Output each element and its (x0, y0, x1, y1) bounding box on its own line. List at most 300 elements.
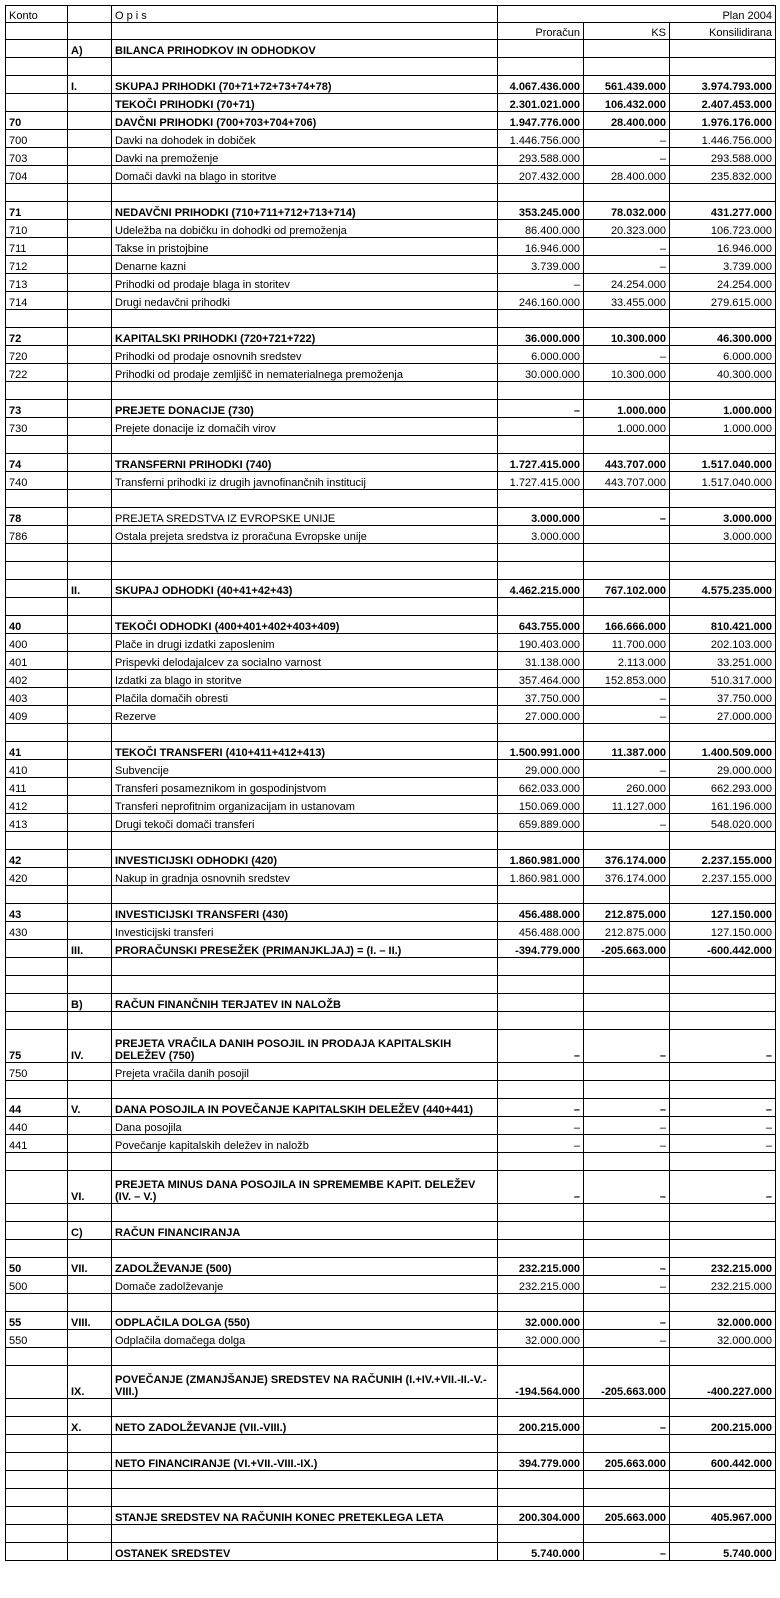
konto-cell: 71 (6, 202, 68, 220)
konsolidirana-cell (670, 58, 776, 76)
table-row (6, 58, 776, 76)
table-row (6, 1543, 776, 1561)
description-cell: KAPITALSKI PRIHODKI (720+721+722) (112, 328, 498, 346)
proracun-cell: – (498, 1030, 584, 1063)
section-mark-cell (68, 130, 112, 148)
table-row (6, 940, 776, 958)
konsolidirana-cell: 127.150.000 (670, 904, 776, 922)
konsolidirana-cell (670, 832, 776, 850)
section-mark-cell (68, 58, 112, 76)
header-plan: Plan 2004 (498, 6, 776, 23)
description-cell: PREJETA SREDSTVA IZ EVROPSKE UNIJE (112, 508, 498, 526)
proracun-cell: 4.067.436.000 (498, 76, 584, 94)
table-row (6, 1417, 776, 1435)
ks-cell: -205.663.000 (584, 940, 670, 958)
ks-cell (584, 1081, 670, 1099)
table-row (6, 220, 776, 238)
konsolidirana-cell: 24.254.000 (670, 274, 776, 292)
proracun-cell: 3.000.000 (498, 508, 584, 526)
description-cell (112, 886, 498, 904)
ks-cell: – (584, 1312, 670, 1330)
table-row (6, 1063, 776, 1081)
konsolidirana-cell (670, 724, 776, 742)
section-mark-cell (68, 490, 112, 508)
ks-cell (584, 1435, 670, 1453)
konsolidirana-cell (670, 886, 776, 904)
description-cell: Investicijski transferi (112, 922, 498, 940)
proracun-cell (498, 1348, 584, 1366)
konto-cell: 730 (6, 418, 68, 436)
table-row (6, 454, 776, 472)
proracun-cell: 37.750.000 (498, 688, 584, 706)
description-cell: BILANCA PRIHODKOV IN ODHODKOV (112, 40, 498, 58)
proracun-cell: -394.779.000 (498, 940, 584, 958)
ks-cell: 11.700.000 (584, 634, 670, 652)
ks-cell (584, 562, 670, 580)
konto-cell (6, 562, 68, 580)
konsolidirana-cell (670, 958, 776, 976)
section-mark-cell (68, 148, 112, 166)
ks-cell: 2.113.000 (584, 652, 670, 670)
header-empty (68, 23, 112, 40)
table-row (6, 886, 776, 904)
konsolidirana-cell (670, 1489, 776, 1507)
description-cell: RAČUN FINANČNIH TERJATEV IN NALOŽB (112, 994, 498, 1012)
description-cell (112, 490, 498, 508)
section-mark-cell (68, 1294, 112, 1312)
ks-cell: 11.387.000 (584, 742, 670, 760)
table-row (6, 616, 776, 634)
proracun-cell: 662.033.000 (498, 778, 584, 796)
ks-cell: 1.000.000 (584, 418, 670, 436)
proracun-cell: 353.245.000 (498, 202, 584, 220)
section-mark-cell (68, 922, 112, 940)
table-row (6, 652, 776, 670)
ks-cell (584, 976, 670, 994)
proracun-cell: 246.160.000 (498, 292, 584, 310)
konsolidirana-cell: 662.293.000 (670, 778, 776, 796)
konsolidirana-cell: 40.300.000 (670, 364, 776, 382)
proracun-cell: 6.000.000 (498, 346, 584, 364)
konsolidirana-cell: – (670, 1099, 776, 1117)
ks-cell (584, 526, 670, 544)
konto-cell: 430 (6, 922, 68, 940)
section-mark-cell (68, 778, 112, 796)
proracun-cell: – (498, 400, 584, 418)
section-mark-cell (68, 724, 112, 742)
section-mark-cell (68, 184, 112, 202)
proracun-cell (498, 1081, 584, 1099)
description-cell: SKUPAJ ODHODKI (40+41+42+43) (112, 580, 498, 598)
konto-cell: 420 (6, 868, 68, 886)
description-cell: Domače zadolževanje (112, 1276, 498, 1294)
table-row (6, 166, 776, 184)
konto-cell (6, 598, 68, 616)
ks-cell (584, 544, 670, 562)
proracun-cell (498, 1525, 584, 1543)
ks-cell: – (584, 130, 670, 148)
description-cell: Transferi neprofitnim organizacijam in ustanovam (112, 796, 498, 814)
description-cell: Nakup in gradnja osnovnih sredstev (112, 868, 498, 886)
proracun-cell: 32.000.000 (498, 1330, 584, 1348)
proracun-cell: 16.946.000 (498, 238, 584, 256)
description-cell (112, 1489, 498, 1507)
konsolidirana-cell: 32.000.000 (670, 1330, 776, 1348)
konsolidirana-cell: 431.277.000 (670, 202, 776, 220)
ks-cell: 10.300.000 (584, 364, 670, 382)
konsolidirana-cell: – (670, 1117, 776, 1135)
header-proracun: Proračun (498, 23, 584, 40)
header-opis: O p i s (112, 6, 498, 23)
description-cell: Povečanje kapitalskih deležev in naložb (112, 1135, 498, 1153)
proracun-cell: 190.403.000 (498, 634, 584, 652)
ks-cell (584, 1471, 670, 1489)
description-cell (112, 1081, 498, 1099)
konsolidirana-cell: 2.237.155.000 (670, 850, 776, 868)
description-cell: TEKOČI PRIHODKI (70+71) (112, 94, 498, 112)
section-mark-cell (68, 688, 112, 706)
konto-cell: 713 (6, 274, 68, 292)
proracun-cell (498, 1063, 584, 1081)
section-mark-cell (68, 1330, 112, 1348)
proracun-cell: 3.000.000 (498, 526, 584, 544)
section-mark-cell (68, 1399, 112, 1417)
ks-cell (584, 958, 670, 976)
table-row (6, 868, 776, 886)
konsolidirana-cell: 548.020.000 (670, 814, 776, 832)
ks-cell: – (584, 760, 670, 778)
table-row (6, 328, 776, 346)
proracun-cell: 2.301.021.000 (498, 94, 584, 112)
konsolidirana-cell (670, 1153, 776, 1171)
section-mark-cell (68, 1453, 112, 1471)
table-row (6, 634, 776, 652)
konsolidirana-cell: 27.000.000 (670, 706, 776, 724)
proracun-cell: 3.739.000 (498, 256, 584, 274)
konsolidirana-cell: 127.150.000 (670, 922, 776, 940)
proracun-cell: 36.000.000 (498, 328, 584, 346)
ks-cell (584, 724, 670, 742)
proracun-cell (498, 1294, 584, 1312)
description-cell: Davki na dohodek in dobiček (112, 130, 498, 148)
table-row (6, 256, 776, 274)
table-row (6, 1135, 776, 1153)
konto-cell: 409 (6, 706, 68, 724)
proracun-cell (498, 544, 584, 562)
konsolidirana-cell: 16.946.000 (670, 238, 776, 256)
konsolidirana-cell (670, 1081, 776, 1099)
table-row (6, 526, 776, 544)
konsolidirana-cell: 2.237.155.000 (670, 868, 776, 886)
section-mark-cell (68, 562, 112, 580)
ks-cell: 443.707.000 (584, 472, 670, 490)
konto-cell (6, 544, 68, 562)
konsolidirana-cell (670, 310, 776, 328)
konto-cell (6, 958, 68, 976)
proracun-cell (498, 436, 584, 454)
ks-cell: – (584, 238, 670, 256)
description-cell (112, 382, 498, 400)
description-cell: DAVČNI PRIHODKI (700+703+704+706) (112, 112, 498, 130)
table-row (6, 130, 776, 148)
ks-cell (584, 1294, 670, 1312)
section-mark-cell (68, 814, 112, 832)
konsolidirana-cell: 106.723.000 (670, 220, 776, 238)
section-mark-cell (68, 796, 112, 814)
konsolidirana-cell: -400.227.000 (670, 1366, 776, 1399)
konsolidirana-cell (670, 1063, 776, 1081)
konto-cell (6, 886, 68, 904)
table-row (6, 814, 776, 832)
konsolidirana-cell: 1.400.509.000 (670, 742, 776, 760)
proracun-cell (498, 1012, 584, 1030)
ks-cell (584, 1489, 670, 1507)
description-cell (112, 310, 498, 328)
konto-cell (6, 1081, 68, 1099)
description-cell (112, 184, 498, 202)
ks-cell: 24.254.000 (584, 274, 670, 292)
table-row (6, 94, 776, 112)
table-row (6, 724, 776, 742)
ks-cell: -205.663.000 (584, 1366, 670, 1399)
section-mark-cell (68, 220, 112, 238)
konsolidirana-cell: 33.251.000 (670, 652, 776, 670)
konsolidirana-cell: 510.317.000 (670, 670, 776, 688)
ks-cell: 166.666.000 (584, 616, 670, 634)
konsolidirana-cell (670, 184, 776, 202)
table-row (6, 76, 776, 94)
table-row (6, 1099, 776, 1117)
konto-cell (6, 940, 68, 958)
konto-cell: 401 (6, 652, 68, 670)
description-cell (112, 1153, 498, 1171)
proracun-cell (498, 58, 584, 76)
konto-cell (6, 1153, 68, 1171)
konsolidirana-cell: 32.000.000 (670, 1312, 776, 1330)
description-cell (112, 1240, 498, 1258)
konsolidirana-cell: 1.976.176.000 (670, 112, 776, 130)
proracun-cell: 27.000.000 (498, 706, 584, 724)
ks-cell (584, 40, 670, 58)
ks-cell: 106.432.000 (584, 94, 670, 112)
section-mark-cell: VI. (68, 1171, 112, 1204)
table-row (6, 670, 776, 688)
proracun-cell: 32.000.000 (498, 1312, 584, 1330)
section-mark-cell (68, 634, 112, 652)
table-row (6, 1366, 776, 1399)
section-mark-cell (68, 1063, 112, 1081)
table-row (6, 1222, 776, 1240)
proracun-cell: -194.564.000 (498, 1366, 584, 1399)
section-mark-cell (68, 1153, 112, 1171)
table-row (6, 1471, 776, 1489)
section-mark-cell (68, 382, 112, 400)
section-mark-cell (68, 1204, 112, 1222)
section-mark-cell (68, 904, 112, 922)
table-row (6, 1030, 776, 1063)
description-cell: Prihodki od prodaje osnovnih sredstev (112, 346, 498, 364)
budget-table (5, 5, 776, 1561)
table-row (6, 1240, 776, 1258)
proracun-cell (498, 976, 584, 994)
konto-cell (6, 1525, 68, 1543)
table-row (6, 544, 776, 562)
table-row (6, 1081, 776, 1099)
section-mark-cell (68, 598, 112, 616)
description-cell: ODPLAČILA DOLGA (550) (112, 1312, 498, 1330)
konto-cell: 74 (6, 454, 68, 472)
proracun-cell (498, 184, 584, 202)
konto-cell: 703 (6, 148, 68, 166)
table-row (6, 238, 776, 256)
table-row (6, 976, 776, 994)
section-mark-cell (68, 1489, 112, 1507)
description-cell (112, 1204, 498, 1222)
konsolidirana-cell: 200.215.000 (670, 1417, 776, 1435)
description-cell: PREJETA VRAČILA DANIH POSOJIL IN PRODAJA KAPITALSKIH DELEŽEV (750) (112, 1030, 498, 1063)
proracun-cell: 1.500.991.000 (498, 742, 584, 760)
proracun-cell (498, 490, 584, 508)
section-mark-cell: IV. (68, 1030, 112, 1063)
description-cell: Denarne kazni (112, 256, 498, 274)
proracun-cell: 1.947.776.000 (498, 112, 584, 130)
konto-cell: 750 (6, 1063, 68, 1081)
konto-cell: 55 (6, 1312, 68, 1330)
section-mark-cell (68, 166, 112, 184)
description-cell: Drugi nedavčni prihodki (112, 292, 498, 310)
konto-cell: 720 (6, 346, 68, 364)
description-cell: DANA POSOJILA IN POVEČANJE KAPITALSKIH DELEŽEV (440+441) (112, 1099, 498, 1117)
table-row (6, 1330, 776, 1348)
konsolidirana-cell: – (670, 1135, 776, 1153)
proracun-cell (498, 1435, 584, 1453)
konto-cell (6, 1240, 68, 1258)
ks-cell: 10.300.000 (584, 328, 670, 346)
table-row (6, 706, 776, 724)
description-cell (112, 58, 498, 76)
konsolidirana-cell (670, 1012, 776, 1030)
konto-cell (6, 436, 68, 454)
section-mark-cell (68, 112, 112, 130)
konto-cell (6, 58, 68, 76)
ks-cell: 1.000.000 (584, 400, 670, 418)
ks-cell: – (584, 1417, 670, 1435)
description-cell: Ostala prejeta sredstva iz proračuna Evropske unije (112, 526, 498, 544)
section-mark-cell: C) (68, 1222, 112, 1240)
section-mark-cell (68, 508, 112, 526)
table-row (6, 922, 776, 940)
konsolidirana-cell (670, 1222, 776, 1240)
konsolidirana-cell: 1.517.040.000 (670, 454, 776, 472)
section-mark-cell (68, 706, 112, 724)
konsolidirana-cell: 293.588.000 (670, 148, 776, 166)
description-cell: Plačila domačih obresti (112, 688, 498, 706)
section-mark-cell (68, 652, 112, 670)
proracun-cell: – (498, 274, 584, 292)
section-mark-cell (68, 1081, 112, 1099)
konto-cell (6, 1366, 68, 1399)
konsolidirana-cell: 600.442.000 (670, 1453, 776, 1471)
proracun-cell: 5.740.000 (498, 1543, 584, 1561)
description-cell (112, 1471, 498, 1489)
konsolidirana-cell (670, 1240, 776, 1258)
ks-cell: 78.032.000 (584, 202, 670, 220)
ks-cell (584, 490, 670, 508)
ks-cell: – (584, 1543, 670, 1561)
ks-cell (584, 310, 670, 328)
table-row (6, 274, 776, 292)
description-cell: TRANSFERNI PRIHODKI (740) (112, 454, 498, 472)
ks-cell (584, 1153, 670, 1171)
proracun-cell: 31.138.000 (498, 652, 584, 670)
table-row (6, 1294, 776, 1312)
section-mark-cell (68, 310, 112, 328)
table-row (6, 1435, 776, 1453)
konto-cell: 411 (6, 778, 68, 796)
table-row (6, 1525, 776, 1543)
description-cell: RAČUN FINANCIRANJA (112, 1222, 498, 1240)
section-mark-cell (68, 256, 112, 274)
konsolidirana-cell (670, 382, 776, 400)
section-mark-cell (68, 1135, 112, 1153)
table-row (6, 112, 776, 130)
ks-cell: – (584, 1258, 670, 1276)
proracun-cell (498, 724, 584, 742)
proracun-cell: – (498, 1117, 584, 1135)
description-cell: Udeležba na dobičku in dohodki od premoženja (112, 220, 498, 238)
konsolidirana-cell: 405.967.000 (670, 1507, 776, 1525)
ks-cell (584, 1204, 670, 1222)
konto-cell: 722 (6, 364, 68, 382)
description-cell: Prejeta vračila danih posojil (112, 1063, 498, 1081)
konto-cell: 550 (6, 1330, 68, 1348)
konsolidirana-cell: 3.739.000 (670, 256, 776, 274)
header-row-2 (6, 23, 776, 40)
table-row (6, 490, 776, 508)
proracun-cell: 1.860.981.000 (498, 868, 584, 886)
ks-cell: – (584, 508, 670, 526)
ks-cell: 28.400.000 (584, 112, 670, 130)
section-mark-cell: III. (68, 940, 112, 958)
description-cell: STANJE SREDSTEV NA RAČUNIH KONEC PRETEKLEGA LETA (112, 1507, 498, 1525)
ks-cell: – (584, 814, 670, 832)
header-konto: Konto (6, 6, 68, 23)
section-mark-cell (68, 472, 112, 490)
konto-cell (6, 310, 68, 328)
proracun-cell: 150.069.000 (498, 796, 584, 814)
ks-cell (584, 382, 670, 400)
konto-cell: 43 (6, 904, 68, 922)
section-mark-cell (68, 886, 112, 904)
konsolidirana-cell: 1.446.756.000 (670, 130, 776, 148)
konsolidirana-cell: 3.974.793.000 (670, 76, 776, 94)
table-row (6, 1312, 776, 1330)
description-cell: Drugi tekoči domači transferi (112, 814, 498, 832)
proracun-cell: 86.400.000 (498, 220, 584, 238)
description-cell (112, 1525, 498, 1543)
section-mark-cell (68, 292, 112, 310)
proracun-cell (498, 1399, 584, 1417)
description-cell: Prihodki od prodaje blaga in storitev (112, 274, 498, 292)
description-cell: Transferi posameznikom in gospodinjstvom (112, 778, 498, 796)
ks-cell (584, 1222, 670, 1240)
konsolidirana-cell (670, 562, 776, 580)
section-mark-cell (68, 1276, 112, 1294)
ks-cell (584, 1012, 670, 1030)
section-mark-cell (68, 364, 112, 382)
proracun-cell: 357.464.000 (498, 670, 584, 688)
konto-cell: 70 (6, 112, 68, 130)
